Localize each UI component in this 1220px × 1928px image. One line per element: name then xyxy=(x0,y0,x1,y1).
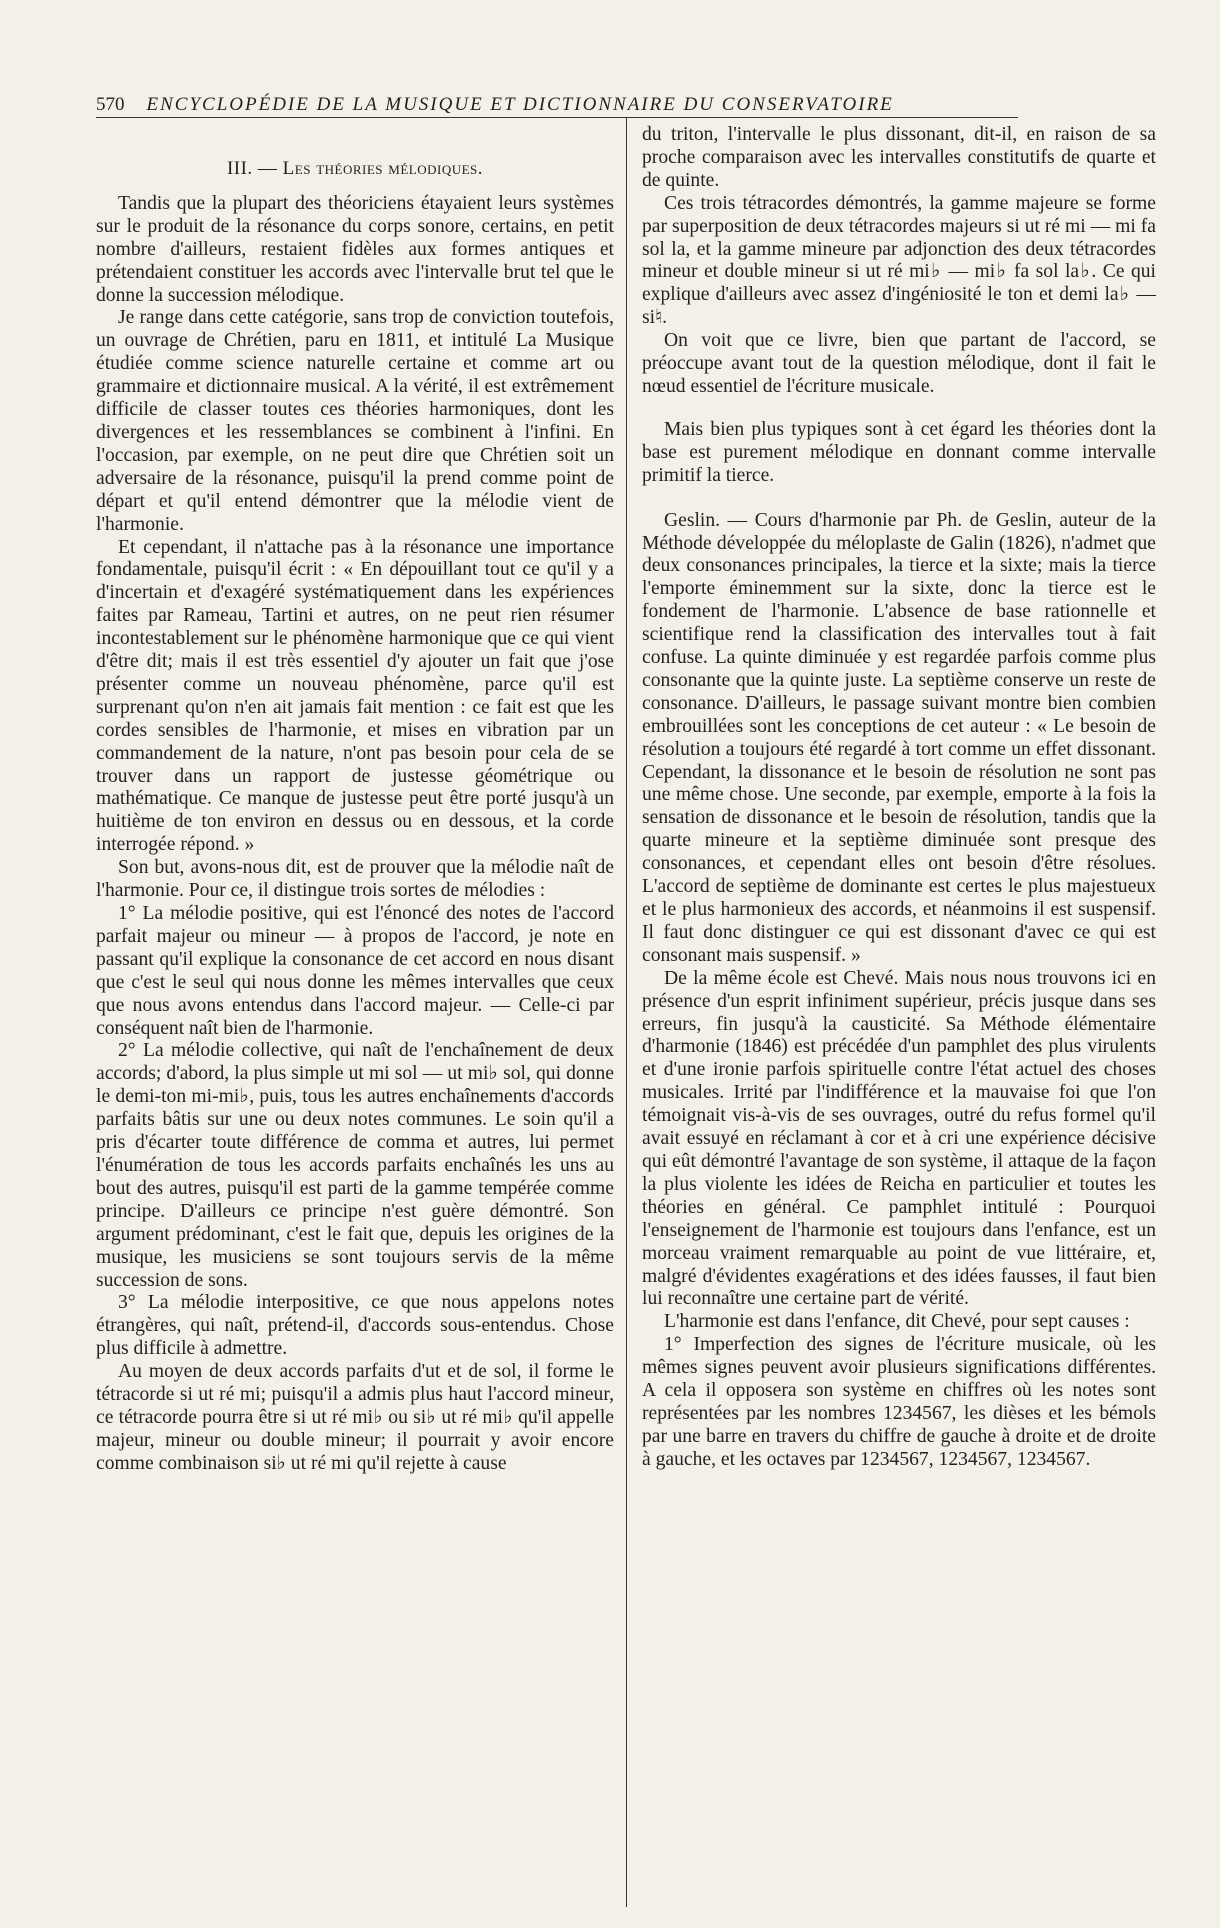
paragraph: Son but, avons-nous dit, est de prouver que la mélodie naît de l'harmonie. Pour ce, il distingue trois sortes de mélodies : xyxy=(96,857,614,902)
paragraph: De la même école est Chevé. Mais nous nous trouvons ici en présence d'un esprit infiniment supérieur, précis jusque dans ses erreurs, fin jusqu'à la causticité. Sa Méthode élémentaire d'harmonie (1846) est précédée d'un pamphlet des plus virulents et d'une ironie parfois spirituelle contre l'état actuel des choses musicales. Irrité par l'indifférence et la mauvaise foi que l'on témoignait vis-à-vis de ses ouvrages, outré du refus formel qu'il avait essuyé en réclamant à cor et à cri une expérience décisive qui eût démontré l'avantage de son système, il attaque de la façon la plus violente les idées de Reicha en particulier et toutes les théories en général. Ce pamphlet intitulé : Pourquoi l'enseignement de l'harmonie est toujours dans l'enfance, est un morceau vraiment remarquable au point de vue littéraire, et, malgré d'évidentes exagérations et des idées fausses, il faut bien lui reconnaître une certaine part de vérité. xyxy=(642,967,1156,1310)
paragraph: Mais bien plus typiques sont à cet égard les théories dont la base est purement mélodique en donnant comme intervalle primitif la tierce. xyxy=(642,418,1156,486)
paragraph: On voit que ce livre, bien que partant de l'accord, se préoccupe avant tout de la question mélodique, dont il fait le nœud essentiel de l'écriture musicale. xyxy=(642,330,1156,397)
left-column xyxy=(96,158,614,1476)
running-title: ENCYCLOPÉDIE DE LA MUSIQUE ET DICTIONNAIRE DU CONSERVATOIRE xyxy=(146,94,894,115)
paragraph: Ces trois tétracordes démontrés, la gamme majeure se forme par superposition de deux tétracordes majeurs si ut ré mi — mi fa sol la, et la gamme mineure par adjonction des deux tétracordes mineur et double mineur si ut ré mi♭ — mi♭ fa sol la♭. Ce qui explique d'ailleurs avec assez d'ingéniosité le ton et demi la♭ — si♮. xyxy=(642,192,1156,329)
paragraph: Je range dans cette catégorie, sans trop de conviction toutefois, un ouvrage de Chrétien, paru en 1811, et intitulé La Musique étudiée comme science naturelle certaine et comme art ou grammaire et dictionnaire musical. A la vérité, il est extrêmement difficile de classer toutes ces théories harmoniques, dont les divergences et les ressemblances se combinent à l'infini. En l'occasion, par exemple, on ne peut dire que Chrétien soit un adversaire de la résonance, puisqu'il la prend comme point de départ et qu'il entend démontrer que la mélodie vient de l'harmonie. xyxy=(96,307,614,535)
paragraph: Geslin. — Cours d'harmonie par Ph. de Geslin, auteur de la Méthode développée du méloplaste de Galin (1826), n'admet que deux consonances principales, la tierce et la sixte; mais la tierce l'emporte éminemment sur la sixte, donc la tierce est le fondement de l'harmonie. L'absence de base rationnelle et scientifique rend la classification des intervalles tout à fait confuse. La quinte diminuée y est regardée parfois comme plus consonante que la quinte juste. La septième conserve un reste de consonance. D'ailleurs, le passage suivant montre bien combien embrouillées sont les conceptions de cet auteur : « Le besoin de résolution a toujours été regardé à tort comme un effet dissonant. Cependant, la dissonance et le besoin de résolution ne sont pas une même chose. Une seconde, par exemple, emporte à la fois la sensation de dissonance et le besoin de résolution, tandis que la quarte mineure et la septième diminuée sont presque des consonances, et cependant elles ont besoin d'être résolues. L'accord de septième de dominante est certes le plus majestueux et le plus harmonieux des accords, et néanmoins il est suspensif. Il faut donc distinguer ce qui est dissonant d'avec ce qui est consonant mais suspensif. » xyxy=(642,509,1156,966)
paragraph: du triton, l'intervalle le plus dissonant, dit-il, en raison de sa proche comparaison avec les intervalles constitutifs de quarte et de quinte. xyxy=(642,124,1156,191)
running-header xyxy=(96,94,1034,116)
column-divider xyxy=(626,117,627,1907)
paragraph: L'harmonie est dans l'enfance, dit Chevé, pour sept causes : xyxy=(664,1311,1130,1333)
header-rule xyxy=(96,117,1018,118)
paragraph: 2° La mélodie collective, qui naît de l'enchaînement de deux accords; d'abord, la plus simple ut mi sol — ut mi♭ sol, qui donne le demi-ton mi-mi♭, puis, tous les autres enchaînements d'accords parfaits bâtis sur une ou deux notes communes. Le soin qu'il a pris d'écarter toute différence de comma et autres, lui permet l'énumération de tous les accords parfaits enchaînés les uns au bout des autres, puisqu'il est parti de la gamme tempérée comme principe. D'ailleurs ce principe n'est guère démontré. Son argument prédominant, c'est le fait que, depuis les origines de la musique, les musiciens se sont toujours servis de la même succession de sons. xyxy=(96,1040,614,1291)
right-column xyxy=(642,124,1156,1472)
paragraph: 1° Imperfection des signes de l'écriture musicale, où les mêmes signes peuvent avoir plusieurs significations différentes. A cela il opposera son système en chiffres où les notes sont représentées par les nombres 1234567, les dièses et les bémols par une barre en travers du chiffre de gauche à droite et de droite à gauche, et les octaves par 1234567, 1234567, 1234567. xyxy=(642,1334,1156,1470)
paragraph: Au moyen de deux accords parfaits d'ut et de sol, il forme le tétracorde si ut ré mi; puisqu'il a admis plus haut l'accord mineur, ce tétracorde pourra être si ut ré mi♭ ou si♭ ut ré mi♭ qu'il appelle majeur, mineur ou double mineur; il pourrait y avoir encore comme combinaison si♭ ut ré mi qu'il rejette à cause xyxy=(96,1361,614,1474)
section-title: III. — Les théories mélodiques. xyxy=(226,158,484,179)
paragraph: Et cependant, il n'attache pas à la résonance une importance fondamentale, puisqu'il écrit : « En dépouillant tout ce qu'il y a d'incertain et d'exagéré systématiquement dans les expériences faites par Rameau, Tartini et autres, on ne peut rien résumer incontestablement sur le phénomène harmonique que ce qui vient d'être dit; mais il est très essentiel d'y ajouter un fait que j'ose présenter comme un nouveau phénomène, parce qu'il est surprenant qu'on n'en ait jamais fait mention : ce fait est que les cordes sensibles de l'harmonie, et mises en vibration par un commandement de la nature, n'ont pas besoin pour cela de se trouver dans un rapport de justesse géométrique ou mathématique. Ce manque de justesse peut être porté jusqu'à un huitième de ton environ en dessus ou en dessous, et la corde interrogée répond. » xyxy=(96,536,614,856)
paragraph: 3° La mélodie interpositive, ce que nous appelons notes étrangères, qui naît, prétend-il, d'accords sous-entendus. Chose plus difficile à admettre. xyxy=(96,1292,614,1360)
paragraph: Tandis que la plupart des théoriciens étayaient leurs systèmes sur le produit de la résonance du corps sonore, certains, en petit nombre d'ailleurs, restaient fidèles aux formes antiques et prétendaient constituer les accords avec l'intervalle brut tel que le donne la succession mélodique. xyxy=(96,192,614,306)
paragraph: 1° La mélodie positive, qui est l'énoncé des notes de l'accord parfait majeur ou mineur — à propos de l'accord, je note en passant qu'il explique la consonance de cet accord en nous disant que c'est le seul qui nous donne les mêmes intervalles que ceux que nous avons entendus dans l'accord majeur. — Celle-ci par conséquent naît bien de l'harmonie. xyxy=(96,903,614,1039)
page-number: 570 xyxy=(96,94,125,115)
